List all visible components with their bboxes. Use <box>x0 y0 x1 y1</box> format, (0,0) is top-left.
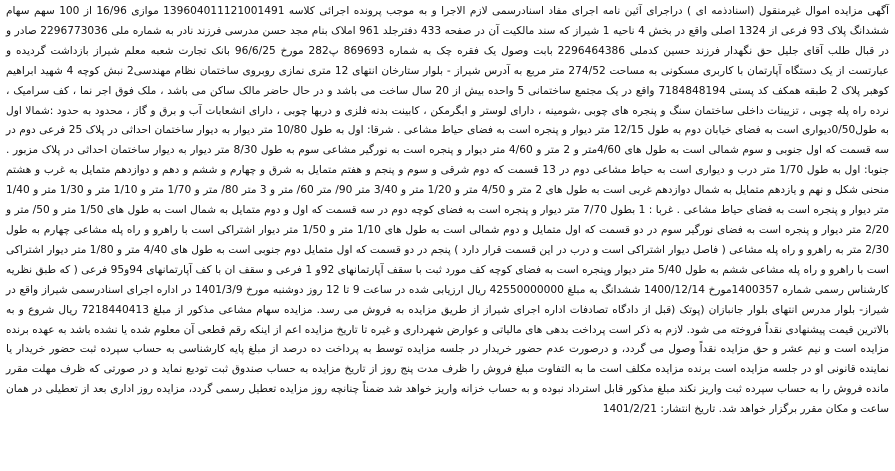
auction-notice-text: آگهی مزایده اموال غیرمنقول (اسناد‌ذمه ای ) دراجرای آئین نامه اجرای مفاد اسنادرسمی لازم الاجرا و به موجب پرونده اجرائی کلاسه 139604011121001491 موازی 16/96 از 100 سهم سهام ششدانگ پلاک 93 فرعی از 1324 اصلی واقع در بخش 4 ناحیه 1 شیراز که سند مالکیت آن در صفحه 433 دفترجلد 961 املاک بنام مجد حسن مدرسی فرزند نادر به شماره ملی 2296773036 صادر و در قبال طلب آقای جلیل حق نگهدار فرزند حسین کدملی 2296464386 بابت وصول یک فقره چک به شماره 869693 پ282 مورخ 96/6/25 بانک تجارت شعبه معلم شیراز بازداشت گردیده و عبارتست از یک دستگاه آپارتمان با کاربری مسکونی به مساحت 274/52 متر مربع به آدرس شیراز - بلوار ستارخان انتهای 12 متری نمازی روبروی ساختمان نظام مهندسی2 نبش کوچه 4 شهید ابراهیم کوهبر پلاک 2 طبقه همکف کد پستی 7184848194 واقع در یک مجتمع ساختمانی 5 واحده بیش از 20 سال ساخت می باشد و در حال حاضر مالک ساکن می باشد ، ملک فوق اجر نما ، کف سرامیک ، نرده راه پله چوبی ، تزیینات داخلی ساختمان سنگ و پنجره های چوبی ،شومینه ، دارای لوستر و ابگرمکن ، کابینت بدنه فلزی و دربها چوبی ، دارای انشعابات آب و برق و گاز ، محدود به حدود :شمالا اول به طول0/50دیواری است به فضای خیابان دوم به طول 12/15 متر دیوار و پنجره است به فضای حیاط مشاعی . شرقا: اول به طول 10/80 متر دیوار به دیوار ساختمان احداثی در پلاک 25 فرعی دوم در سه قسمت که اول جنوبی و سوم شمالی است به طول های 4/60متر و 2 متر و 4/60 متر دیوار و پنجره است به نورگیر مشاعی سوم به طول 8/30 متر دیوار به دیوار ساختمان احداثی در پلاک مزبور . جنوبا: اول به طول 1/70 متر درب و دیواری است به حیاط مشاعی دوم در 13 قسمت که دوم شرقی و سوم و پنجم و هفتم متمایل به شرق و چهارم و ششم و دهم و دوازدهم متمایل به غرب و هشتم منحنی شکل و نهم و یازدهم متمایل به شمال دوازدهم غربی است به طول های 2 متر و 4/50 متر و 1/20 متر و 3/40 متر 90/ متر 60/ متر و 3 متر 80/ متر و 1/70 متر و 1/10 متر و 1/30 متر و 1/40 متر دیوار و پنجره است به فضای حیاط مشاعی . غربا : 1 بطول 7/70 متر دیوار و پنجره است به فضای کوچه دوم در سه قسمت که اول و دوم متمایل به شمال است به طول های 1/50 متر و 50/ متر و 2/20 متر دیوار و پنجره است به فضای نورگیر سوم در دو قسمت که اول متمایل و دوم شمالی است به طول های 1/10 متر و 1/50 متر دیوار اشتراکی است با راهرو و راه پله مشاعی چهارم به طول 2/30 متر به راهرو و راه پله مشاعی ( فاصل دیوار اشتراکی است و درب در این قسمت قرار دارد ) پنجم در دو قسمت که اول متمایل دوم جنوبی است به طول های 4/40 متر و 1/80 متر دیوار اشتراکی است با راهرو و راه پله مشاعی ششم به طول 5/40 متر دیوار وپنجره است به فضای کوچه کف مورد ثبت با سقف آپارتمانهای 92و 1 فرعی و سقف ان با کف آپارتمانهای 94و95 فرعی ( که طبق نظریه کارشناس رسمی شماره 1400357مورخ 1400/12/14 ششدانگ به مبلغ 42550000000 ریال ارزیابی شده در ساعت 9 تا 12 روز دوشنبه مورخ 1401/3/9 در اداره اجرای اسنادرسمی شیراز واقع در شیراز- بلوار مدرس انتهای بلوار جانبازان (پوتک (قبل از دادگاه تصادفات اداره اجرای شیراز از طریق مزایده به فروش می رسد. مزایده سهام مشاعی مذکور از مبلغ 7218440413 ریال شروع و به بالاترین قیمت پیشنهادی نقداً فروخته می شود. لازم به ذکر است پرداخت بدهی های مالیاتی و عوارض شهرداری و غیره تا تاریخ مزایده اعم از اینکه رقم قطعی آن معلوم شده یا نشده باشد به عهده برنده مزایده است و نیم عشر و حق مزایده نقداً وصول می گردد، و درصورت عدم حضور خریدار در جلسه مزایده توسط به پرداخت ده درصد از مبلغ پایه کارشناسی به حساب سپرده ثبت حضور خریدار یا نماینده قانونی او در جلسه مزایده است برنده مزایده مکلف است ما به التفاوت مبلغ فروش را ظرف مدت پنج روز از تاریخ مزایده به حساب صندوق ثبت تودیع نماید و در صورتی که ظرف مهلت مقرر مانده فروش را به حساب سپرده ثبت واریز نکند مبلغ مذکور قابل استرداد نبوده و به حساب خزانه واریز خواهد شد ضمناً چنانچه روز مزایده تعطیل رسمی گردد، مزایده روز اداری بعد از تعطیلی در همان ساعت و مکان مقرر برگزار خواهد شد. تاریخ انتشار: 1401/2/21 <box>6 5 890 416</box>
